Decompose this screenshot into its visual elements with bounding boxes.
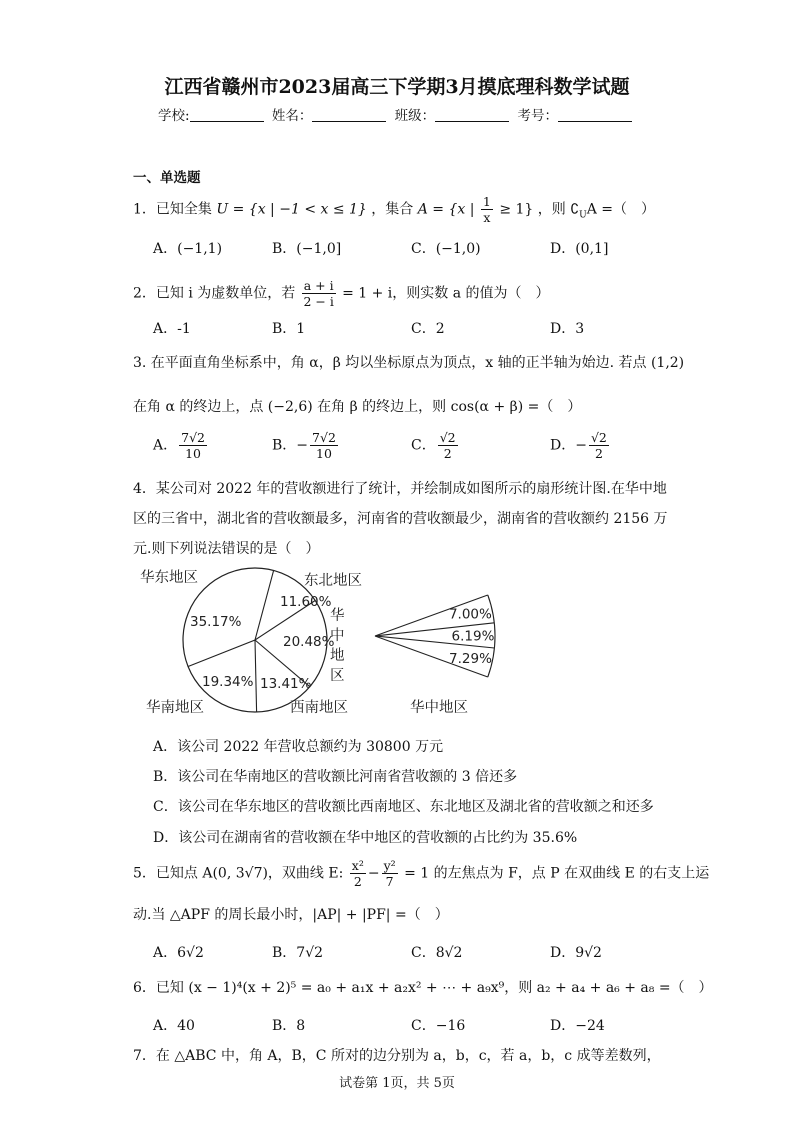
q2-text-a: 2．已知 i 为虚数单位，若 [133,285,296,302]
id-blank[interactable] [558,109,632,122]
label-qu: 区 [330,668,345,684]
id-label: 考号： [517,108,558,124]
label-huazhong: 华中地区 [410,700,468,716]
q4-line-2: 区的三省中，湖北省的营收额最多，河南省的营收额最少，湖南省的营收额约 2156 万 [133,511,668,527]
name-blank[interactable] [312,109,386,122]
pie-slice-value-label: 19.34% [202,674,254,690]
sector-value-label: 7.29% [449,650,492,667]
q1-fraction: $\frac{1}{x}$ [482,194,491,225]
pie-charts [130,560,495,725]
q5-line-1: 5．已知点 A(0, 3√7)，双曲线 E: $\frac{\text{x²}}{2}$ − $\frac{\text{y²}}{7}$ = 1 的左焦点为 F，点 P 在双曲线 E 的右支上运 [133,858,710,889]
sector-value-label: 7.00% [448,606,492,623]
q1-set-a-post: ≥ 1} [499,201,534,218]
label-xinan: 西南地区 [290,700,348,716]
q2-option-a[interactable]: A．-1 [153,321,191,337]
q4-option-c[interactable]: C．该公司在华东地区的营收额比西南地区、东北地区及湖北省的营收额之和还多 [153,799,654,815]
pie-slice-value-label: 11.60% [280,594,332,610]
question-7: 7．在 △ABC 中，角 A，B，C 所对的边分别为 a，b，c，若 a，b，c 成等差数列， [133,1048,661,1064]
label-zhong: 中 [330,628,345,644]
class-blank[interactable] [435,109,509,122]
section-heading: 一、单选题 [133,170,201,186]
q3-option-a[interactable]: A． $\frac{7√2}{10}$ [153,430,205,461]
q2-fraction: $\frac{a + i}{2 - i}$ [303,278,334,309]
q3-option-c[interactable]: C． $\frac{√2}{2}$ [411,430,456,461]
q1-text-a: 1．已知全集 [133,201,212,218]
q6-option-d[interactable]: D．−24 [550,1018,605,1034]
q5-option-a[interactable]: A．6√2 [153,945,204,961]
pie-slice-value-label: 35.17% [190,614,242,630]
q3-option-d[interactable]: D．− $\frac{√2}{2}$ [550,430,607,461]
q5-line-2: 动.当 △APF 的周长最小时，|AP| + |PF| =（ ） [133,907,449,923]
class-label: 班级： [394,108,436,124]
q1-option-d[interactable]: D．(0,1] [550,241,609,257]
label-huanan: 华南地区 [146,700,204,716]
q2-option-b[interactable]: B．1 [272,321,306,337]
q1-option-c[interactable]: C．(−1,0) [411,241,481,257]
q3-option-b[interactable]: B．− $\frac{7√2}{10}$ [272,430,336,461]
q2-text-b: = 1 + i，则实数 a 的值为（ ） [342,285,550,302]
q4-option-a[interactable]: A．该公司 2022 年营收总额约为 30800 万元 [153,739,444,755]
label-di: 地 [330,648,345,664]
question-2 [133,278,550,309]
q6-option-a[interactable]: A．40 [153,1018,195,1034]
q6-option-b[interactable]: B．8 [272,1018,306,1034]
q1-set-u: U = {x | −1 < x ≤ 1} [216,201,367,218]
question-6: 6．已知 (x − 1)⁴(x + 2)⁵ = a₀ + a₁x + a₂x² + ⋯ + a₉x⁹，则 a₂ + a₄ + a₆ + a₈ =（ ） [133,980,713,996]
school-blank[interactable] [190,109,264,122]
q3-line-2: 在角 α 的终边上，点 (−2,6) 在角 β 的终边上，则 cos(α + β) =（ ） [133,399,582,415]
q3-line-1: 3. 在平面直角坐标系中，角 α，β 均以坐标原点为顶点，x 轴的正半轴为始边. 若点 (1,2) [133,355,685,371]
regional-pie-chart [183,568,335,712]
q1-text-d: A =（ ） [586,201,656,218]
q1-option-a[interactable]: A．(−1,1) [153,241,223,257]
q1-set-a-pre: A = {x | [417,201,475,218]
q1-option-b[interactable]: B．(−1,0] [272,241,342,257]
page-footer: 试卷第 1页，共 5页 [339,1076,455,1091]
q1-sub: U [579,210,587,221]
q6-option-c[interactable]: C．−16 [411,1018,466,1034]
q4-option-d[interactable]: D．该公司在湖南省的营收额在华中地区的营收额的占比约为 35.6% [153,830,578,846]
pie-slice-value-label: 13.41% [260,676,312,692]
q2-option-c[interactable]: C．2 [411,321,445,337]
q5-option-d[interactable]: D．9√2 [550,945,602,961]
q4-line-3: 元.则下列说法错误的是（ ） [133,541,320,557]
q1-text-b: ，集合 [371,201,414,218]
q2-option-d[interactable]: D．3 [550,321,585,337]
q5-option-c[interactable]: C．8√2 [411,945,463,961]
question-1 [133,194,655,225]
page-title: 江西省赣州市2023届高三下学期3月摸底理科数学试题 [164,76,630,98]
q4-option-b[interactable]: B．该公司在华南地区的营收额比河南省营收额的 3 倍还多 [153,769,518,785]
pie-slice-boundary [188,640,255,667]
label-hua: 华 [330,608,345,624]
sector-value-label: 6.19% [451,628,495,645]
label-dongbei: 东北地区 [304,573,362,589]
central-china-pie-chart [375,595,495,677]
q5-option-b[interactable]: B．7√2 [272,945,324,961]
label-huadong: 华东地区 [140,570,198,586]
pie-slice-value-label: 20.48% [283,634,335,650]
pie-slice-boundary [255,640,257,712]
school-label: 学校: [158,108,190,124]
q1-text-c: ，则 ∁ [537,201,580,218]
q4-line-1: 4．某公司对 2022 年的营收额进行了统计，并绘制成如图所示的扇形统计图.在华中地 [133,481,667,497]
name-label: 姓名： [271,108,313,124]
student-info-line [0,104,794,124]
